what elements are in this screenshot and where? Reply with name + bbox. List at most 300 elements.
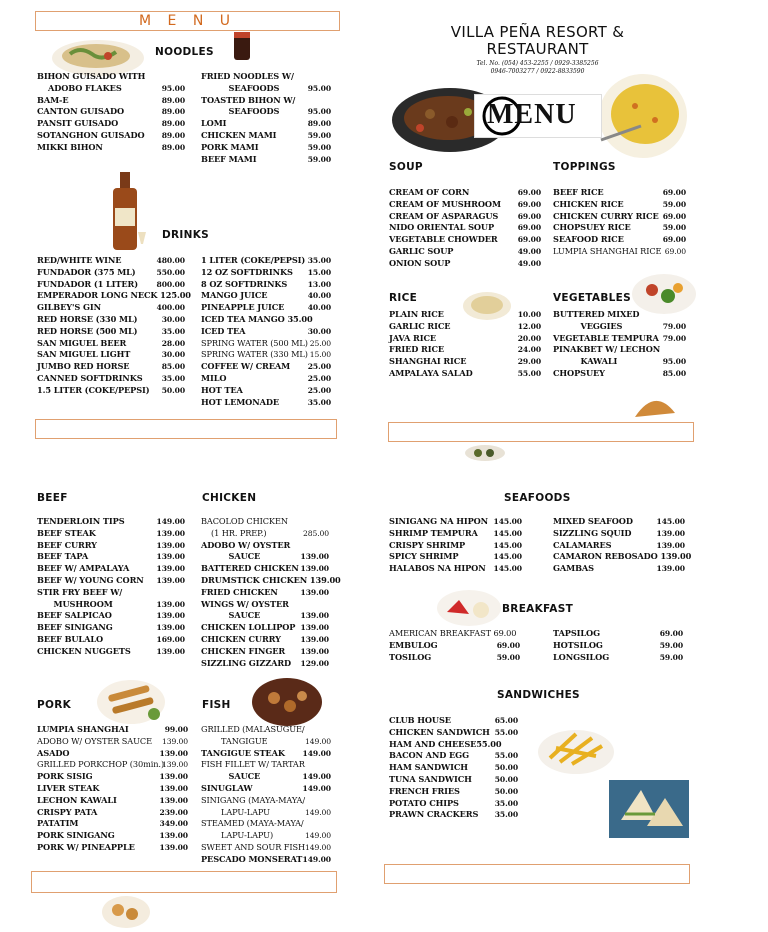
menu-item-price: 35.00 — [494, 798, 518, 808]
menu-item — [37, 771, 188, 783]
menu-item — [201, 748, 331, 760]
menu-item-price: 145.00 — [493, 564, 522, 574]
menu-item-name: PORK MAMI — [201, 141, 259, 152]
menu-item-name: EMPERADOR LONG NECK 125.00 — [37, 290, 191, 301]
menu-item — [37, 807, 188, 819]
menu-item-name: BAM-E — [37, 94, 69, 105]
menu-item-name: FRIED CHICKEN — [201, 586, 278, 597]
menu-item — [389, 321, 541, 333]
menu-item — [201, 736, 331, 748]
menu-item-name: MANGO JUICE — [201, 290, 268, 301]
menu-item-name: CHOPSUEY — [553, 367, 605, 378]
drinks-right-list — [201, 255, 331, 408]
menu-item-price: 139.00 — [159, 831, 188, 841]
menu-item-price: 50.00 — [494, 774, 518, 784]
menu-item — [201, 587, 329, 599]
menu-item — [201, 118, 331, 130]
menu-item-name: CREAM OF ASPARAGUS — [389, 210, 499, 221]
menu-item — [553, 246, 686, 258]
fish-header: FISH — [202, 699, 231, 711]
menu-item-name: SAN MIGUEL LIGHT — [37, 349, 131, 360]
menu-item — [37, 267, 185, 279]
breakfast-left-list — [389, 628, 520, 663]
menu-item — [37, 818, 188, 830]
menu-item-name: ONION SOUP — [389, 257, 451, 268]
menu-logo-text: MENU — [487, 99, 577, 130]
menu-item — [201, 83, 331, 95]
menu-item-price: 89.00 — [161, 130, 185, 140]
menu-item-price: 89.00 — [161, 95, 185, 105]
restaurant-name — [395, 24, 680, 58]
toppings-list — [553, 187, 686, 258]
menu-item-name: BUTTERED MIXED — [553, 309, 640, 319]
menu-item-price: 15.00 — [307, 267, 331, 277]
menu-item — [389, 798, 518, 810]
menu-item-name: SOTANGHON GUISADO — [37, 129, 145, 140]
menu-item — [201, 516, 329, 528]
menu-item-price: 139.00 — [156, 564, 185, 574]
menu-item-price: 29.00 — [517, 357, 541, 367]
telephone-line2: 0946-7003277 / 0922-8833590 — [490, 68, 585, 75]
menu-item-name: FISH FILLET W/ TARTAR — [201, 759, 305, 770]
menu-item-name: BEEF CURRY — [37, 539, 97, 550]
menu-item — [389, 551, 522, 563]
menu-item-name: SPRING WATER (500 ML) — [201, 337, 308, 348]
menu-item-price: 139.00 — [300, 552, 329, 562]
menu-item-name: HOT TEA — [201, 384, 243, 395]
menu-item-name: SEAFOOD RICE — [553, 234, 624, 245]
menu-item-price: 145.00 — [493, 528, 522, 538]
menu-item — [389, 750, 518, 762]
menu-item — [389, 516, 522, 528]
liquor-bottle-photo — [104, 170, 150, 260]
menu-item-name: DRUMSTICK CHICKEN 139.00 — [201, 574, 341, 585]
menu-item-name: GARLIC RICE — [389, 320, 451, 331]
menu-item-name: LUMPIA SHANGHAI RICE — [553, 245, 662, 256]
menu-item — [201, 610, 329, 622]
menu-item-name: CHICKEN RICE — [553, 198, 624, 209]
menu-item — [201, 783, 331, 795]
restaurant-name-line2: RESTAURANT — [486, 40, 589, 58]
menu-item — [37, 338, 185, 350]
menu-item — [37, 587, 185, 599]
menu-item — [201, 658, 329, 670]
menu-item-name: BACON AND EGG — [389, 750, 469, 761]
menu-item-name: BEEF BULALO — [37, 633, 104, 644]
menu-item-name: PORK W/ PINEAPPLE — [37, 841, 135, 852]
drink-glass-photo — [228, 28, 256, 62]
menu-item-price: 139.00 — [156, 646, 185, 656]
vegetables-header: VEGETABLES — [553, 292, 631, 304]
menu-item-price: 59.00 — [307, 154, 331, 164]
menu-item-name: SAUCE — [201, 610, 261, 621]
menu-item-name: SHRIMP TEMPURA — [389, 527, 478, 538]
menu-item-price: 13.00 — [307, 279, 331, 289]
noodles-header: NOODLES — [155, 46, 214, 58]
menu-item — [201, 385, 331, 397]
menu-item-price: 400.00 — [156, 303, 185, 313]
menu-item-price: 69.00 — [659, 629, 683, 638]
menu-item-price: 139.00 — [156, 599, 185, 609]
menu-item-name: TUNA SANDWICH — [389, 773, 472, 784]
menu-item — [389, 368, 541, 380]
menu-item — [37, 783, 188, 795]
menu-item-name: FUNDADOR (375 ML) — [37, 266, 136, 277]
menu-item-price: 79.00 — [662, 333, 686, 343]
menu-item-price: 59.00 — [662, 199, 686, 209]
menu-item-name: RED HORSE (500 ML) — [37, 325, 138, 336]
menu-item — [201, 818, 331, 830]
menu-item — [37, 736, 188, 748]
spring-rolls-photo — [100, 894, 152, 930]
menu-item — [553, 309, 686, 321]
menu-item — [389, 309, 541, 321]
menu-item-name: PORK SINIGANG — [37, 830, 115, 841]
menu-item-name: CHICKEN FINGER — [201, 645, 286, 656]
menu-item-price: 139.00 — [300, 623, 329, 633]
menu-item-name: CHOPSUEY RICE — [553, 222, 631, 233]
menu-item — [37, 118, 185, 130]
menu-item-name: GRILLED (MALASUGUE/ — [201, 724, 305, 734]
menu-item-price: 59.00 — [307, 130, 331, 140]
menu-item-price: 149.00 — [302, 783, 331, 793]
menu-item-price: 30.00 — [161, 350, 185, 360]
menu-item-name: HALABOS NA HIPON — [389, 563, 486, 574]
menu-item-price: 89.00 — [161, 142, 185, 152]
menu-item — [37, 830, 188, 842]
menu-item — [37, 361, 185, 373]
menu-item-name: CREAM OF MUSHROOM — [389, 198, 501, 209]
menu-item-name: SPRING WATER (330 ML) — [201, 349, 308, 360]
menu-item — [37, 610, 185, 622]
menu-item-price: 15.00 — [309, 350, 331, 360]
noodles-left-list — [37, 71, 185, 154]
menu-item-name: CLUB HOUSE — [389, 715, 451, 725]
olives-photo — [462, 443, 508, 463]
menu-item-price: 145.00 — [493, 552, 522, 562]
menu-item — [389, 628, 520, 640]
menu-item-name: GRILLED PORKCHOP (30min.) — [37, 759, 165, 770]
menu-item-name: PESCADO MONSERAT — [201, 853, 303, 864]
menu-item-price: 30.00 — [161, 314, 185, 324]
menu-item-price: 139.00 — [159, 783, 188, 793]
menu-item-price: 139.00 — [656, 540, 685, 550]
rice-dish-photo — [597, 70, 689, 164]
menu-item-price: 49.00 — [517, 258, 541, 268]
right-bottom-footer-box — [384, 864, 690, 884]
menu-item — [201, 646, 329, 658]
menu-item-name: BIHON GUISADO WITH — [37, 71, 146, 81]
seafoods-header: SEAFOODS — [504, 492, 571, 504]
menu-item — [37, 724, 188, 736]
beef-list — [37, 516, 185, 658]
menu-item-name: CANTON GUISADO — [37, 106, 124, 117]
menu-item-name: FRIED NOODLES W/ — [201, 71, 294, 81]
menu-item — [553, 640, 683, 652]
menu-item-price: 550.00 — [156, 267, 185, 277]
menu-item — [37, 130, 185, 142]
menu-item-price: 139.00 — [156, 575, 185, 585]
menu-item-name: JUMBO RED HORSE — [37, 361, 130, 372]
menu-item — [201, 71, 331, 83]
menu-item-price: 149.00 — [305, 831, 331, 841]
menu-item-name: TOASTED BIHON W/ — [201, 94, 296, 105]
menu-item — [389, 199, 541, 211]
menu-item-price: 85.00 — [161, 362, 185, 372]
menu-item — [37, 563, 185, 575]
menu-item-name: CREAM OF CORN — [389, 187, 470, 197]
menu-item — [553, 234, 686, 246]
menu-item-name: VEGGIES — [553, 320, 623, 331]
menu-item-price: 55.00 — [517, 368, 541, 378]
menu-item — [201, 349, 331, 361]
menu-item-name: KAWALI — [553, 356, 618, 367]
menu-item — [37, 71, 185, 83]
menu-item-price: 25.00 — [307, 362, 331, 372]
menu-item-name: 8 OZ SOFTDRINKS — [201, 278, 288, 289]
menu-item-name: VEGETABLE TEMPURA — [553, 332, 659, 343]
menu-item-price: 35.00 — [494, 810, 518, 820]
menu-item — [37, 106, 185, 118]
menu-item — [553, 222, 686, 234]
menu-item — [37, 599, 185, 611]
menu-item — [389, 727, 518, 739]
menu-item-name: BEEF STEAK — [37, 527, 96, 538]
menu-item-price: 139.00 — [156, 528, 185, 538]
menu-item-price: 69.00 — [496, 640, 520, 650]
menu-item-price: 69.00 — [662, 188, 686, 197]
menu-item-price: 25.00 — [307, 385, 331, 395]
menu-item — [553, 199, 686, 211]
menu-item — [201, 255, 331, 267]
menu-item-name: STEAMED (MAYA-MAYA/ — [201, 818, 304, 829]
fried-food-photo — [625, 395, 683, 421]
menu-item-price: 30.00 — [307, 326, 331, 336]
menu-item-name: SINIGANG (MAYA-MAYA/ — [201, 794, 306, 805]
menu-item-price: 85.00 — [662, 368, 686, 378]
menu-item-name: SIZZLING SQUID — [553, 527, 632, 538]
menu-item — [389, 739, 518, 751]
menu-item — [37, 314, 185, 326]
menu-item — [553, 333, 686, 345]
menu-item — [201, 302, 331, 314]
menu-item — [389, 246, 541, 258]
menu-item-name: CHICKEN MAMI — [201, 129, 277, 140]
menu-item-name: ICED TEA — [201, 325, 246, 336]
menu-item-price: 139.00 — [159, 748, 188, 758]
menu-item-price: 28.00 — [161, 338, 185, 348]
menu-item — [389, 356, 541, 368]
menu-item-name: FRIED RICE — [389, 344, 445, 355]
menu-item — [389, 344, 541, 356]
menu-item — [201, 574, 341, 587]
menu-item — [37, 634, 185, 646]
menu-item — [201, 290, 331, 302]
menu-item-name: SINUGLAW — [201, 782, 253, 793]
sandwiches-header: SANDWICHES — [497, 689, 580, 701]
menu-item-name: SPICY SHRIMP — [389, 551, 459, 562]
menu-item — [201, 622, 329, 634]
menu-item — [553, 368, 686, 380]
menu-item-price: 139.00 — [300, 564, 329, 574]
menu-item-name: GAMBAS — [553, 563, 594, 574]
menu-item — [389, 809, 518, 821]
french-fries-photo — [536, 720, 616, 776]
menu-item — [201, 154, 331, 166]
menu-item — [201, 95, 331, 107]
menu-item — [389, 211, 541, 223]
rice-list — [389, 309, 541, 380]
menu-item-name: ADOBO W/ OYSTER SAUCE — [37, 735, 152, 746]
menu-item-price: 35.00 — [307, 256, 331, 265]
menu-item-name: PATATIM — [37, 818, 79, 829]
menu-item-name: CRISPY SHRIMP — [389, 539, 466, 550]
menu-item — [553, 211, 686, 223]
menu-item-name: COFFEE W/ CREAM — [201, 361, 291, 372]
menu-item-name: BATTERED CHICKEN — [201, 563, 299, 574]
restaurant-name-line1: VILLA PEÑA RESORT & — [450, 23, 625, 41]
menu-item-price: 35.00 — [161, 326, 185, 336]
menu-item-price: 49.00 — [517, 246, 541, 256]
menu-item-price: 139.00 — [156, 623, 185, 633]
menu-item-name: BACOLOD CHICKEN — [201, 516, 288, 526]
menu-item-name: MIKKI BIHON — [37, 141, 103, 152]
menu-item-price: 95.00 — [307, 107, 331, 117]
seafoods-right-list — [553, 516, 692, 575]
menu-item-price: 139.00 — [156, 611, 185, 621]
menu-item — [37, 142, 185, 154]
seafoods-left-list — [389, 516, 522, 575]
menu-item-name: GILBEY'S GIN — [37, 302, 101, 313]
menu-item — [37, 622, 185, 634]
fish-dish-photo — [250, 676, 324, 728]
menu-item-name: PINEAPPLE JUICE — [201, 302, 285, 313]
menu-item-name: BEEF SALPICAO — [37, 610, 112, 621]
menu-item-price: 129.00 — [300, 658, 329, 668]
menu-item — [37, 373, 185, 385]
menu-item — [37, 516, 185, 528]
menu-item-price: 65.00 — [494, 716, 518, 725]
menu-item-name: HAM SANDWICH — [389, 762, 468, 773]
menu-item — [389, 540, 522, 552]
menu-item-name: VEGETABLE CHOWDER — [389, 234, 498, 245]
menu-item-name: CHICKEN SANDWICH — [389, 726, 490, 737]
pork-list — [37, 724, 188, 854]
menu-item-price: 35.00 — [161, 373, 185, 383]
menu-item-price: 59.00 — [659, 652, 683, 662]
menu-item-name: AMERICAN BREAKFAST 69.00 — [389, 628, 517, 638]
menu-item-price: 145.00 — [493, 540, 522, 550]
menu-item-name: (1 HR. PREP.) — [201, 527, 267, 538]
menu-item-name: LOMI — [201, 118, 227, 129]
menu-item-name: TAPSILOG — [553, 628, 600, 638]
menu-item — [37, 279, 185, 291]
menu-item — [553, 551, 692, 563]
vegetables-list — [553, 309, 686, 380]
menu-item — [201, 540, 329, 552]
menu-item-price: 149.00 — [305, 807, 331, 817]
menu-item — [553, 528, 685, 540]
menu-item-price: 169.00 — [156, 634, 185, 644]
menu-item-name: SAUCE — [201, 771, 261, 782]
menu-item — [389, 528, 522, 540]
menu-item-price: 59.00 — [662, 223, 686, 233]
menu-item-price: 69.00 — [664, 246, 686, 256]
menu-item-name: CHICKEN NUGGETS — [37, 645, 131, 656]
menu-item-price: 59.00 — [659, 640, 683, 650]
menu-item — [201, 759, 331, 771]
menu-item — [201, 361, 331, 373]
menu-item-name: CAMARON REBOSADO 139.00 — [553, 551, 692, 562]
menu-item-price: 95.00 — [161, 83, 185, 93]
menu-item-price: 139.00 — [162, 736, 188, 746]
menu-item — [201, 267, 331, 279]
breakfast-right-list — [553, 628, 683, 663]
menu-item-name: HOTSILOG — [553, 639, 603, 650]
club-sandwich-photo — [607, 776, 691, 842]
menu-item-price: 149.00 — [302, 748, 331, 758]
menu-item-price: 69.00 — [662, 235, 686, 245]
menu-item-price: 40.00 — [307, 303, 331, 313]
menu-item-name: SHANGHAI RICE — [389, 356, 467, 367]
menu-item-price: 139.00 — [300, 587, 329, 597]
menu-item-price: 89.00 — [307, 119, 331, 129]
menu-item-name: BEEF SINIGANG — [37, 622, 113, 633]
menu-item — [389, 234, 541, 246]
menu-item-name: CHICKEN CURRY — [201, 633, 281, 644]
menu-item-name: SAN MIGUEL BEER — [37, 337, 127, 348]
menu-item — [37, 748, 188, 760]
menu-item — [389, 333, 541, 345]
menu-item-price: 95.00 — [307, 83, 331, 93]
menu-item — [201, 314, 331, 326]
menu-item-price: 800.00 — [156, 279, 185, 289]
menu-item-name: MILO — [201, 372, 227, 383]
beef-header: BEEF — [37, 492, 68, 504]
menu-item-price: 145.00 — [656, 517, 685, 526]
menu-item-name: AMPALAYA SALAD — [389, 367, 473, 378]
menu-item — [389, 774, 518, 786]
menu-item-price: 25.00 — [307, 373, 331, 383]
noodles-right-list — [201, 71, 331, 165]
menu-item-name: LONGSILOG — [553, 651, 610, 662]
menu-item — [201, 326, 331, 338]
menu-item-name: RED HORSE (330 ML) — [37, 313, 138, 324]
menu-item — [37, 759, 188, 771]
soup-header: SOUP — [389, 161, 423, 173]
menu-item — [37, 349, 185, 361]
menu-item-price: 50.00 — [161, 385, 185, 395]
menu-item-price: 139.00 — [300, 611, 329, 621]
menu-item-name: TANGIGUE — [201, 735, 268, 746]
menu-item-price: 55.00 — [494, 751, 518, 761]
menu-item-name: LAPU-LAPU — [201, 806, 270, 817]
menu-item — [201, 106, 331, 118]
menu-item-price: 24.00 — [517, 345, 541, 355]
menu-item-name: CALAMARES — [553, 539, 612, 550]
menu-item — [201, 795, 331, 807]
menu-item — [37, 326, 185, 338]
menu-item-price: 149.00 — [156, 517, 185, 526]
menu-item-name: CHICKEN CURRY RICE — [553, 210, 659, 221]
menu-item-price: 69.00 — [517, 223, 541, 233]
menu-item — [553, 356, 686, 368]
menu-item — [201, 854, 331, 866]
menu-item — [389, 563, 522, 575]
toppings-header: TOPPINGS — [553, 161, 616, 173]
sandwiches-list — [389, 715, 518, 821]
menu-item — [201, 528, 329, 540]
